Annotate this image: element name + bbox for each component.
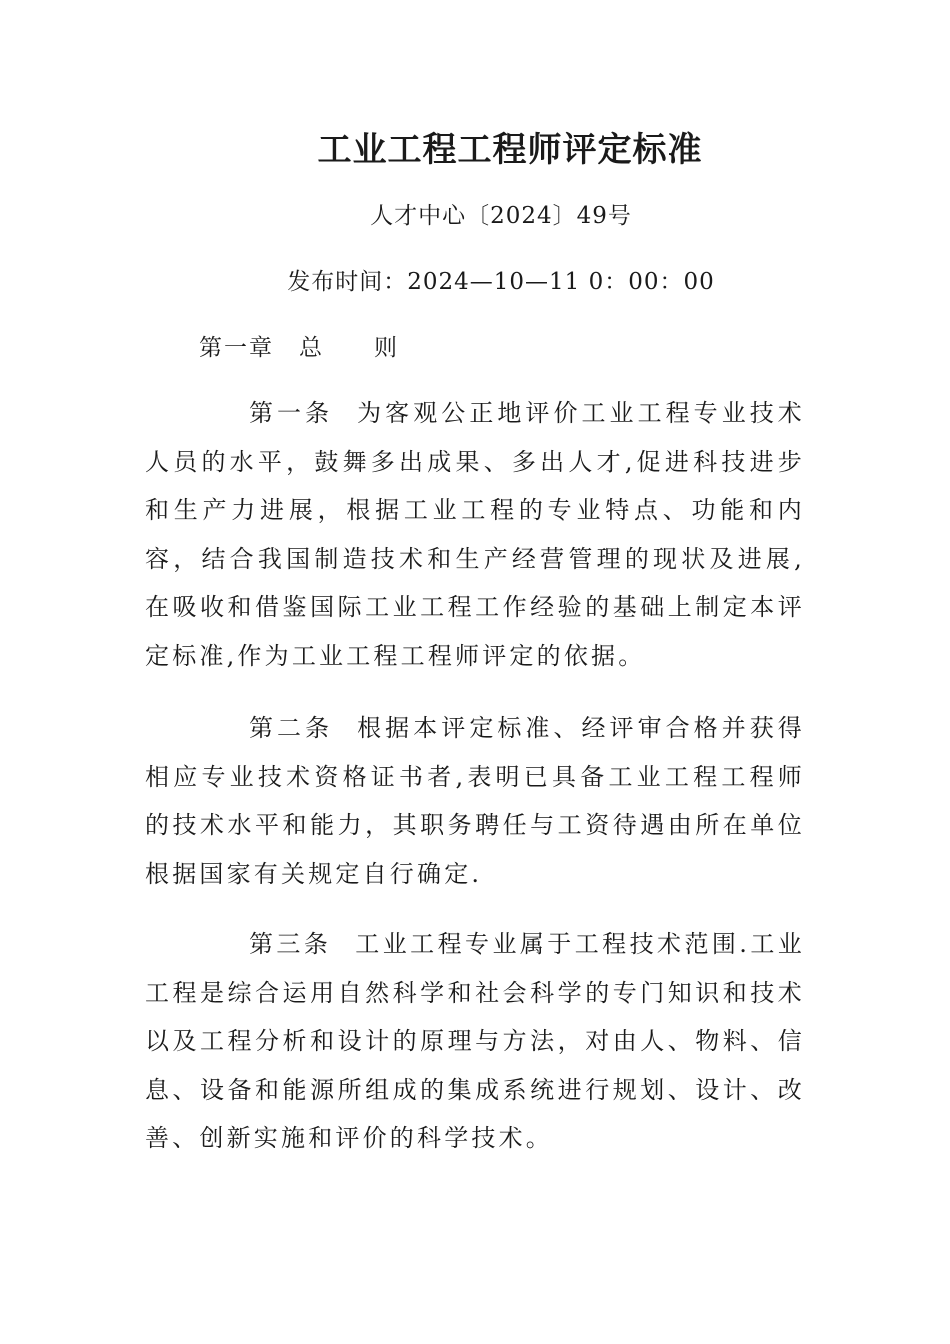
document-title: 工业工程工程师评定标准 (317, 130, 703, 170)
article-2 (145, 704, 805, 898)
article-3 (145, 920, 805, 1163)
article-1 (145, 389, 805, 680)
article-3-text: 工业工程专业属于工程技术范围.工业工程是综合运用自然科学和社会科学的专门知识和技术以及工程分析和设计的原理与方法，对由人、物料、信息、设备和能源所组成的集成系统进行规划、设计、改善、创新实施和评价的科学技术。 (145, 930, 805, 1152)
article-1-label: 第一条 (249, 399, 334, 427)
article-2-label: 第二条 (249, 714, 334, 742)
publish-time: 发布时间：2024—10—11 0：00：00 (287, 269, 715, 295)
document-number: 人才中心〔2024〕49号 (370, 203, 632, 229)
chapter-heading: 第一章 总 则 (199, 335, 399, 361)
article-1-text: 为客观公正地评价工业工程专业技术人员的水平，鼓舞多出成果、多出人才,促进科技进步和生产力进展，根据工业工程的专业特点、功能和内容，结合我国制造技术和生产经营管理的现状及进展,在吸收和借鉴国际工业工程工作经验的基础上制定本评定标准,作为工业工程工程师评定的依据。 (145, 399, 805, 670)
article-2-text: 根据本评定标准、经评审合格并获得相应专业技术资格证书者,表明已具备工业工程工程师的技术水平和能力，其职务聘任与工资待遇由所在单位根据国家有关规定自行确定. (145, 714, 805, 888)
article-3-label: 第三条 (249, 930, 332, 958)
